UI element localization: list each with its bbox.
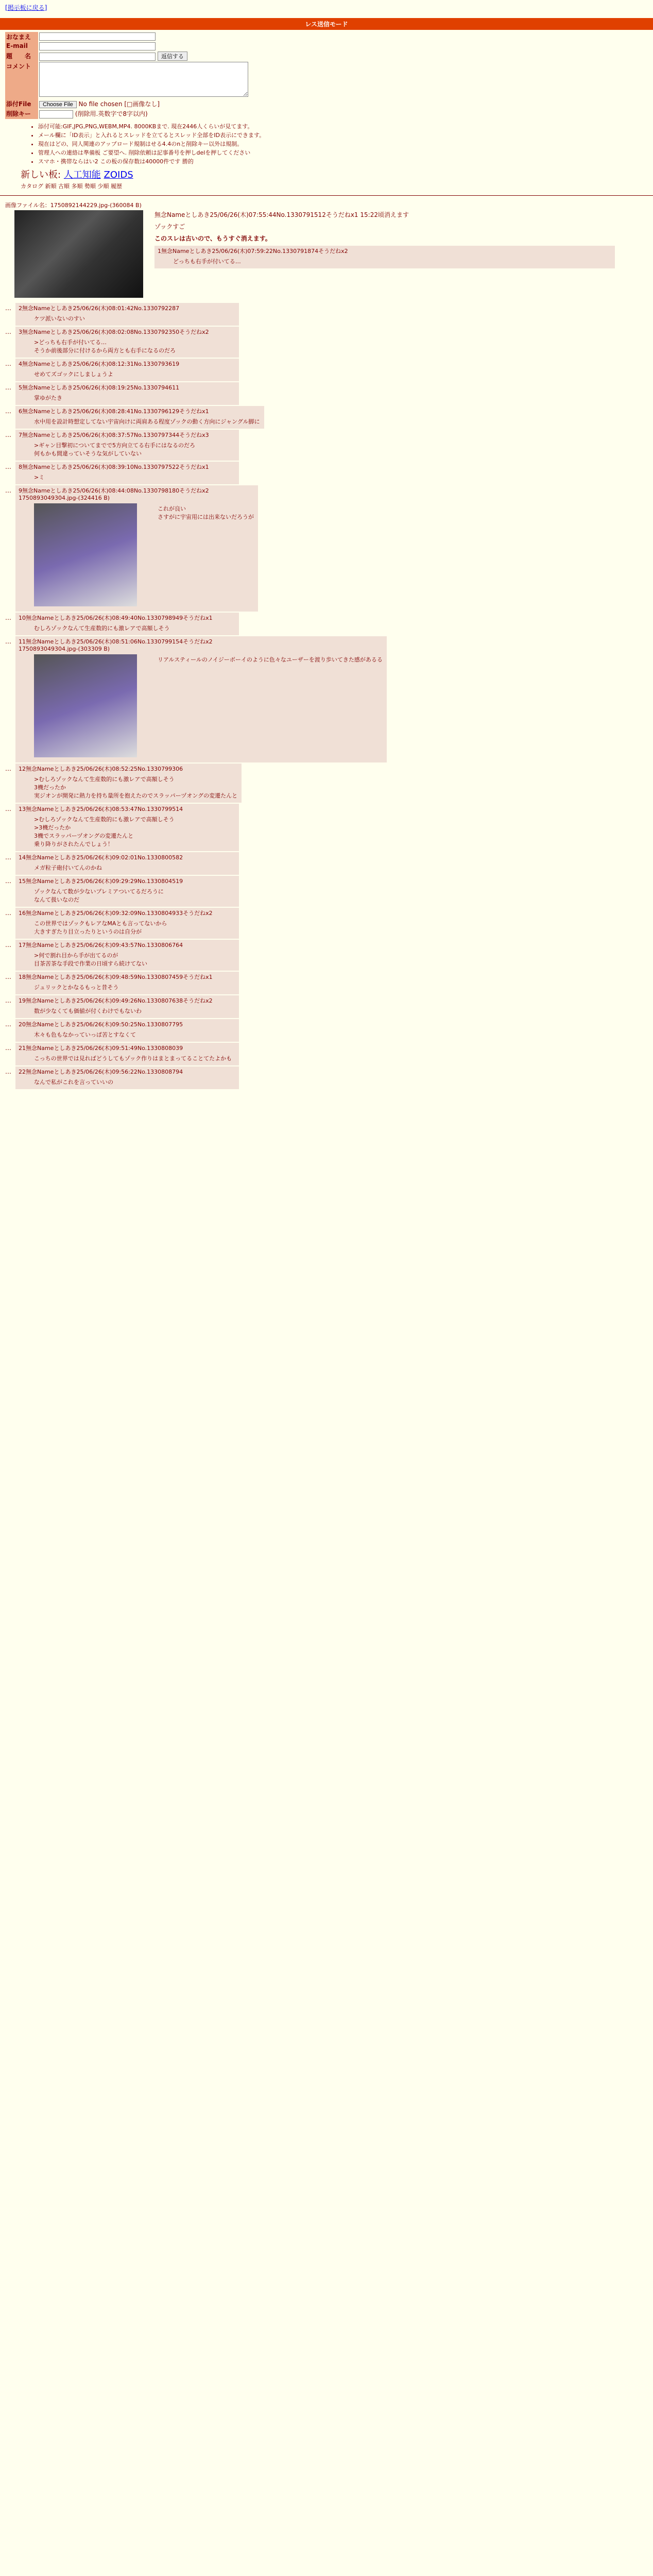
reply-text: ゾックなんて数が少ないプレミアついてるだろうに なんて扱いなのだ [34, 888, 164, 903]
reply-row [5, 940, 653, 971]
op-header: 無念Nameとしあき25/06/26(木)07:55:44No.1330791512そうだねx1 15:22頃消えます [154, 211, 409, 218]
reply-quote: >ミ [34, 474, 45, 481]
reply-box [15, 876, 239, 907]
reply-header[interactable]: 13無念Nameとしあき25/06/26(木)08:53:47No.1330799514 [19, 806, 183, 812]
note-item: • 添付可能:GIF,JPG,PNG,WEBM,MP4. 8000KBまで. 現在2446人くらいが見てます。 [38, 122, 653, 130]
reply-text: 木々も色もなかっていっぱ苦とすなくて [34, 1031, 136, 1038]
note-item: • スマホ・携帯ならはい2 この板の保存数は40000件です 勝的 [38, 157, 653, 165]
delkey-label: 削除キー [5, 109, 38, 119]
expire-warning: このスレは古いので、もうすぐ消えます。 [154, 235, 271, 242]
reply-thumbnail[interactable] [34, 503, 137, 606]
reply-header[interactable]: 11無念Nameとしあき25/06/26(木)08:51:06No.1330799154そうだねx2 [19, 638, 213, 645]
subject-label: 題 名 [5, 51, 38, 61]
reply-quote: >むしろゾックなんて生産数的にも激レアで高額しそう [34, 776, 175, 783]
reply-text: なんで私がこれを言っていいの [34, 1079, 113, 1086]
comment-label: コメント [5, 61, 38, 99]
reply-header[interactable]: 9無念Nameとしあき25/06/26(木)08:44:08No.1330798180そうだねx2 [19, 487, 209, 494]
reply-box [15, 636, 387, 762]
reply-header[interactable]: 16無念Nameとしあき25/06/26(木)09:32:09No.1330804933そうだねx2 [19, 910, 213, 917]
op-image[interactable] [14, 210, 143, 298]
reply-header[interactable]: 19無念Nameとしあき25/06/26(木)09:49:26No.1330807638そうだねx2 [19, 997, 213, 1004]
reply-row [5, 430, 653, 461]
reply-text: そうか前後部分に付けるから両方とも右手になるのだろ [34, 347, 176, 354]
reply-row [5, 382, 653, 405]
reply-row [5, 1019, 653, 1042]
reply-marker: … [5, 1021, 11, 1028]
reply-row [5, 876, 653, 907]
reply-box [15, 430, 239, 461]
reply-text: 掌ゆがたき [34, 395, 62, 401]
reply-thumbnail[interactable] [34, 654, 137, 757]
reply-row [5, 359, 653, 381]
back-link-row [0, 0, 653, 12]
reply-quote: >どっちも右手が付いてる… [34, 339, 107, 346]
reply-marker: … [5, 431, 11, 438]
reply-marker: … [5, 304, 11, 312]
reply-box [15, 303, 239, 326]
reply-box [15, 908, 239, 939]
reply-marker: … [5, 384, 11, 391]
note-item: • メール欄に「ID表示」と入れるとスレッドを立てるとスレッド全部をID表示にできます。 [38, 131, 653, 139]
reply-row [5, 1066, 653, 1089]
reply-row [5, 1043, 653, 1065]
reply-row [5, 406, 653, 429]
reply-marker: … [5, 408, 11, 415]
reply-text: 目茶苦茶な手段で作業の日頃すら続けてない [34, 960, 147, 967]
board-notes [31, 122, 653, 165]
reply-row [5, 327, 653, 358]
reply-text: 3機でスラッパーヅオングの変遷たんと 乗り降りがされたんでしょう！ [34, 833, 134, 848]
reply-marker: … [5, 941, 11, 948]
reply-row [5, 908, 653, 939]
reply-marker: … [5, 328, 11, 335]
reply-marker: … [5, 638, 11, 645]
reply-text: リアルスティールのノイジーボーイのように色々なユーザーを渡り歩いてきた感があるる [158, 656, 383, 663]
reply-text: この世界ではゾックもレアなMAとも言ってないから 大きすぎたり目立ったりというのは自分が [34, 920, 167, 935]
reply-quote: >ギャン目撃初についてまでで5方向立てる右手にはなるのだろ [34, 442, 195, 449]
email-input[interactable] [39, 42, 156, 50]
reply-box [15, 359, 239, 381]
file-status: No file chosen [78, 100, 123, 108]
file-label: 添付File [5, 99, 38, 109]
back-to-board-link[interactable]: [掲示板に戻る] [5, 4, 47, 11]
email-label: E-mail [5, 42, 38, 51]
ad-prefix: 新しい板: [21, 170, 61, 180]
reply-marker: … [5, 614, 11, 621]
reply-header[interactable]: 12無念Nameとしあき25/06/26(木)08:52:25No.1330799306 [19, 766, 183, 772]
reply-marker: … [5, 997, 11, 1004]
reply-text: ジュリックとかなるもっと昔そう [34, 984, 119, 991]
reply-marker: … [5, 1068, 11, 1075]
note-item: • 現在はどの、同人関連のアップロード規制はせる4.4のnと削除キー以外は規制。 [38, 140, 653, 148]
reply-header[interactable]: 7無念Nameとしあき25/06/26(木)08:37:57No.1330797344そうだねx3 [19, 432, 209, 438]
reply-header[interactable]: 21無念Nameとしあき25/06/26(木)09:51:49No.1330808039 [19, 1045, 183, 1052]
reply-text: 水中用を設計時想定してない宇宙向けに両肩ある程度ゾックの動く方向にジャングル脚に [34, 418, 260, 425]
reply-marker: … [5, 877, 11, 885]
note-item: • 管理人への連絡は準備板 ご要望へ. 削除依頼は記事番号を押しdelを押してください [38, 148, 653, 157]
reply-box [15, 406, 264, 429]
reply-text: 3機だったか 実ジオンが開発に熱力を持ち量所を抱えたのでスラッパーヅオングの変遷たんと [34, 784, 238, 799]
reply-row [5, 485, 653, 612]
reply-box [15, 1066, 239, 1089]
reply-text: メガ粒子砲付いてんのかね [34, 865, 102, 871]
reply-marker: … [5, 973, 11, 980]
op-file-info[interactable]: 画像ファイル名：1750892144229.jpg-(360084 B) [5, 202, 142, 209]
reply-header[interactable]: 4無念Nameとしあき25/06/26(木)08:12:31No.1330793619 [19, 361, 180, 367]
reply-text: 数が少なくても価値が付くわけでもないわ [34, 1008, 142, 1014]
inner-reply-header: 1無念Nameとしあき25/06/26(木)07:59:22No.1330791874そうだねx2 [158, 248, 348, 255]
reply-row [5, 613, 653, 635]
delkey-note: (削除用.英数字で8字以内) [75, 110, 148, 117]
reply-header[interactable]: 5無念Nameとしあき25/06/26(木)08:19:25No.1330794611 [19, 384, 180, 391]
reply-header[interactable]: 6無念Nameとしあき25/06/26(木)08:28:41No.1330796129そうだねx1 [19, 408, 209, 415]
reply-text: 何もかも間違っていそうな気がしていない [34, 450, 142, 457]
reply-marker: … [5, 1044, 11, 1052]
reply-header[interactable]: 15無念Nameとしあき25/06/26(木)09:29:29No.1330804519 [19, 878, 183, 885]
reply-box [15, 462, 239, 484]
reply-row [5, 852, 653, 875]
reply-marker: … [5, 765, 11, 772]
reply-row [5, 764, 653, 803]
op-line: ゾックすご [154, 223, 185, 230]
reply-box [15, 613, 239, 635]
reply-box [15, 972, 239, 994]
reply-marker: … [5, 463, 11, 470]
reply-header[interactable]: 20無念Nameとしあき25/06/26(木)09:50:25No.1330807795 [19, 1021, 183, 1028]
inner-reply-text: どっちも右手が付いてる… [173, 258, 241, 265]
reply-header[interactable]: 17無念Nameとしあき25/06/26(木)09:43:57No.1330806764 [19, 942, 183, 948]
ad-link-ai[interactable]: 人工知能 [63, 170, 101, 180]
reply-marker: … [5, 805, 11, 812]
post-form [5, 32, 249, 119]
reply-header[interactable]: 10無念Nameとしあき25/06/26(木)08:49:40No.1330798949そうだねx1 [19, 615, 213, 621]
choose-file-button[interactable]: Choose File [39, 101, 77, 108]
reply-mode-banner: レス送信モード [0, 18, 653, 30]
reply-marker: … [5, 909, 11, 917]
delkey-input[interactable] [39, 110, 73, 118]
reply-box [15, 382, 239, 405]
reply-header[interactable]: 14無念Nameとしあき25/06/26(木)09:02:01No.1330800582 [19, 854, 183, 861]
reply-file-info[interactable]: 1750893049304.jpg-(324416 B) [19, 495, 110, 501]
reply-row [5, 972, 653, 994]
reply-text: ケツ派いないのすい [34, 315, 85, 322]
reply-text: これが良い さすがに宇宙用には出来ないだろうが [158, 505, 254, 520]
reply-text: せめてズゴックにしましょうよ [34, 371, 113, 378]
reply-box [15, 327, 239, 358]
reply-text: むしろゾックなんて生産数的にも激レアで高額しそう [34, 625, 170, 632]
reply-box [15, 995, 239, 1018]
reply-box [15, 852, 239, 875]
reply-box [15, 764, 242, 803]
reply-box [15, 940, 239, 971]
comment-textarea[interactable] [39, 62, 248, 97]
reply-quote: >むしろゾックなんて生産数的にも激レアで高額しそう >3機だったか [34, 816, 175, 831]
reply-header[interactable]: 18無念Nameとしあき25/06/26(木)09:48:59No.1330807459そうだねx1 [19, 974, 213, 980]
inner-reply [154, 246, 615, 268]
reply-header[interactable]: 3無念Nameとしあき25/06/26(木)08:02:08No.1330792350そうだねx2 [19, 329, 209, 335]
new-board-ad [21, 167, 653, 181]
reply-box [15, 1019, 239, 1042]
reply-file-info[interactable]: 1750893049304.jpg-(303309 B) [19, 646, 110, 652]
reply-quote: >何で割れ目から手が出てるのが [34, 952, 118, 959]
catalog-links[interactable]: カタログ 新順 古順 多順 勢順 少順 履歴 [21, 183, 122, 190]
reply-marker: … [5, 487, 11, 494]
reply-row [5, 995, 653, 1018]
name-label: おなまえ [5, 32, 38, 42]
ad-link-zoids[interactable]: ZOIDS [104, 170, 133, 180]
reply-box [15, 485, 258, 612]
reply-row [5, 303, 653, 326]
reply-list [0, 303, 653, 1089]
reply-row [5, 462, 653, 484]
reply-header[interactable]: 22無念Nameとしあき25/06/26(木)09:56:22No.1330808794 [19, 1069, 183, 1075]
reply-box [15, 804, 239, 851]
reply-box [15, 1043, 239, 1065]
subject-input[interactable] [39, 53, 156, 61]
no-image-checkbox[interactable]: [□画像なし] [124, 100, 160, 108]
reply-header[interactable]: 2無念Nameとしあき25/06/26(木)08:01:42No.1330792287 [19, 305, 180, 312]
reply-marker: … [5, 854, 11, 861]
submit-button[interactable]: 返信する [158, 52, 187, 61]
reply-text: こっちの世界では見ればどうしてもゾック作りはまとまってることてたよかも [34, 1055, 232, 1062]
reply-header[interactable]: 8無念Nameとしあき25/06/26(木)08:39:10No.1330797522そうだねx1 [19, 464, 209, 470]
name-input[interactable] [39, 32, 156, 41]
reply-row [5, 636, 653, 762]
reply-marker: … [5, 360, 11, 367]
op-post [0, 209, 653, 302]
divider [0, 195, 653, 196]
reply-row [5, 804, 653, 851]
